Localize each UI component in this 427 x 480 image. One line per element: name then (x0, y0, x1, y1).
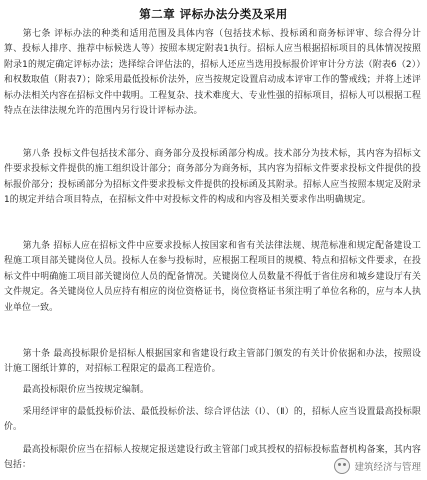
article-10-paragraph: 第十条 最高投标限价是招标人根据国家和省建设行政主管部门颁发的有关计价依据和办法，按照设计施工图纸计算的，对招标工程限定的最高工程造价。 (4, 349, 421, 375)
ceiling-price-requirement: 采用经评审的最低投标价法、最低投标价法、综合评估法（Ⅰ）、（Ⅱ）的，招标人应当设置最高投标限价。 (4, 407, 421, 433)
watermark (334, 458, 421, 474)
article-7-paragraph: 第七条 评标办法的种类和适用范围及具体内容（包括技术标、投标函和商务标评审、综合得分计算、投标人排序、推荐中标候选人等）按照本规定附表1执行。招标人应当根据招标项目的具体情况按照附录1的规定确定评标办法；选择综合评估法的，招标人还应当选用投标报价评审计分方法（附表6（2））和权数取值（附表7）；除采用最低投标价法外，应当按规定设置启动成本评审工作的警戒线；并将上述评标办法相关内容在招标文件中载明。工程复杂、技术难度大、专业性强的招标项目，招标人可以根据工程特点在法律法规允许的范围内另行设计评标办法。 (4, 29, 421, 117)
ceiling-price-filing: 最高投标限价应当在招标人按规定报送建设行政主管部门或其授权的招标投标监督机构备案，其内容包括： (4, 445, 421, 471)
wechat-icon (334, 458, 350, 474)
watermark-text: 建筑经济与管理 (354, 462, 421, 473)
article-8-paragraph: 第八条 投标文件包括技术部分、商务部分及投标函部分构成。技术部分为技术标，其内容为招标文件要求投标文件提供的施工组织设计部分；商务部分为商务标，其内容为招标文件要求投标文件提供的投标报价部分；投标函部分为招标文件要求投标文件提供的投标函及其附录。招标人应当按照本规定及附录1的规定并结合项目特点，在招标文件中对投标文件的构成和内容及相关要求作出明确规定。 (4, 149, 421, 206)
article-9-paragraph: 第九条 招标人应在招标文件中应要求投标人按国家和省有关法律法规、规范标准和规定配备建设工程施工项目部关键岗位人员。投标人在参与投标时，应根据工程项目的规模、特点和招标文件要求，在投标文件中明确施工项目部关键岗位人员的配备情况。关键岗位人员数量不得低于省住房和城乡建设厅有关文件规定。各关键岗位人员应持有相应的岗位资格证书，岗位资格证书须注明了单位名称的，应与本人执业单位一致。 (4, 241, 421, 313)
chapter-title: 第二章 评标办法分类及采用 (139, 7, 288, 21)
ceiling-price-note: 最高投标限价应当按规定编制。 (22, 385, 150, 395)
